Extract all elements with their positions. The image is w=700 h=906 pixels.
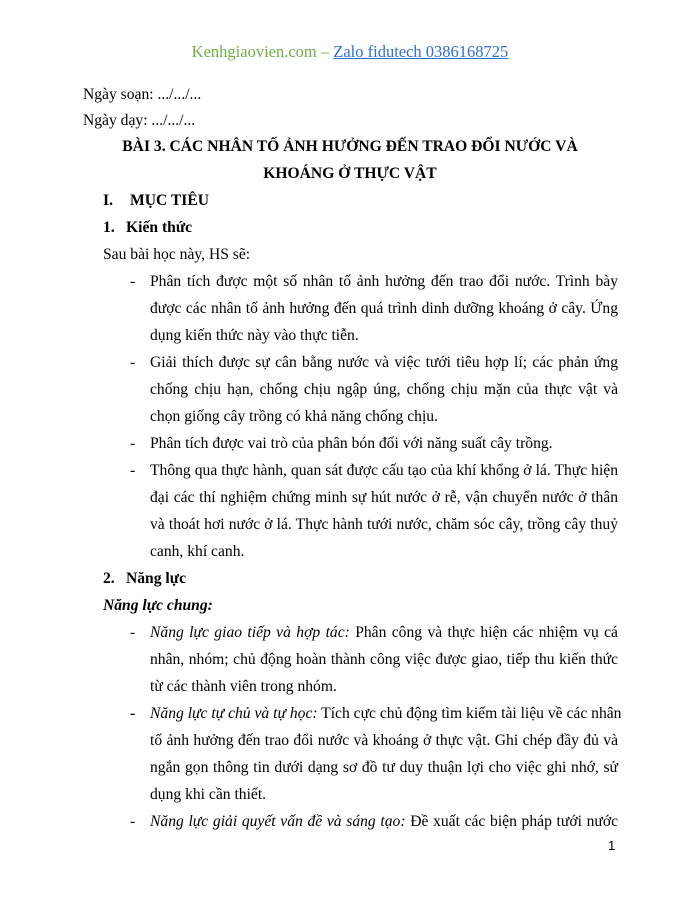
bullet-dash: - <box>130 705 136 722</box>
comp2-line1 <box>150 704 622 724</box>
comp2-line3: ngắn gọn thông tin dưới dạng sơ đồ tư duy thuận lợi cho việc ghi nhớ, sử <box>150 759 618 776</box>
bullet1-line3: dụng kiến thức này vào thực tiễn. <box>150 327 359 344</box>
comp1-label: Năng lực giao tiếp và hợp tác: <box>150 624 350 641</box>
bullet2-line1: Giải thích được sự cân bằng nước và việc tưới tiêu hợp lí; các phản ứng <box>150 354 618 371</box>
comp1-text: Phân công và thực hiện các nhiệm vụ cá <box>349 624 618 641</box>
lesson-title-line1: BÀI 3. CÁC NHÂN TỐ ẢNH HƯỞNG ĐẾN TRAO ĐỔI NƯỚC VÀ <box>122 138 578 155</box>
bullet-dash: - <box>130 435 136 452</box>
header-site: Kenhgiaovien.com <box>191 42 317 61</box>
bullet1-line2: được các nhân tố ảnh hưởng đến quá trình dinh dưỡng khoáng ở cây. Ứng <box>150 300 618 317</box>
bullet4-line4: canh, khí canh. <box>150 543 245 560</box>
bullet4-line1: Thông qua thực hành, quan sát được cấu tạo của khí khổng ở lá. Thực hiện <box>150 462 618 479</box>
bullet4-line3: và thoát hơi nước ở lá. Thực hành tưới nước, chăm sóc cây, trồng cây thuỷ <box>150 516 618 533</box>
comp3-label: Năng lực giải quyết vấn đề và sáng tạo: <box>150 813 406 830</box>
subsection-1-heading: Kiến thức <box>126 219 193 236</box>
comp2-line2: tố ảnh hưởng đến trao đổi nước và khoáng ở thực vật. Ghi chép đầy đủ và <box>150 732 618 749</box>
subsection-2-number: 2. <box>103 570 115 587</box>
intro-text: Sau bài học này, HS sẽ: <box>103 246 251 263</box>
bullet4-line2: đại các thí nghiệm chứng minh sự hút nước ở rễ, vận chuyển nước ở thân <box>150 489 618 506</box>
date-taught: Ngày dạy: .../.../... <box>83 112 196 129</box>
section-heading: MỤC TIÊU <box>130 192 209 209</box>
comp2-line4: dụng khi cần thiết. <box>150 786 267 803</box>
lesson-title-line2: KHOÁNG Ở THỰC VẬT <box>263 165 437 182</box>
header-contact-link[interactable]: Zalo fidutech 0386168725 <box>333 42 509 61</box>
bullet-dash: - <box>130 624 136 641</box>
bullet2-line3: chọn giống cây trồng có khả năng chống chịu. <box>150 408 438 425</box>
section-number: I. <box>103 192 113 209</box>
header-separator: – <box>316 42 334 61</box>
bullet2-line2: chống chịu hạn, chống chịu ngập úng, chống chịu mặn của thực vật và <box>150 381 618 398</box>
subsection-2-heading: Năng lực <box>126 570 187 587</box>
bullet3-line1: Phân tích được vai trò của phân bón đối với năng suất cây trồng. <box>150 435 553 452</box>
subsection-1-number: 1. <box>103 219 115 236</box>
comp3-line1 <box>150 812 618 832</box>
page-number: 1 <box>608 838 616 853</box>
comp1-line1 <box>150 623 618 643</box>
bullet-dash: - <box>130 462 136 479</box>
date-prepared: Ngày soạn: .../.../... <box>83 86 202 103</box>
general-competency-heading: Năng lực chung: <box>103 597 213 614</box>
comp2-text: Tích cực chủ động tìm kiếm tài liệu về các nhân <box>317 705 622 722</box>
page-header <box>0 42 700 62</box>
bullet1-line1: Phân tích được một số nhân tố ảnh hưởng đến trao đổi nước. Trình bày <box>150 273 618 290</box>
bullet-dash: - <box>130 813 136 830</box>
comp1-line2: nhân, nhóm; chủ động hoàn thành công việc được giao, tiếp thu kiến thức <box>150 651 618 668</box>
comp3-text: Đề xuất các biện pháp tưới nước <box>405 813 618 830</box>
comp2-label: Năng lực tự chủ và tự học: <box>150 705 318 722</box>
comp1-line3: từ các thành viên trong nhóm. <box>150 678 337 695</box>
bullet-dash: - <box>130 354 136 371</box>
bullet-dash: - <box>130 273 136 290</box>
